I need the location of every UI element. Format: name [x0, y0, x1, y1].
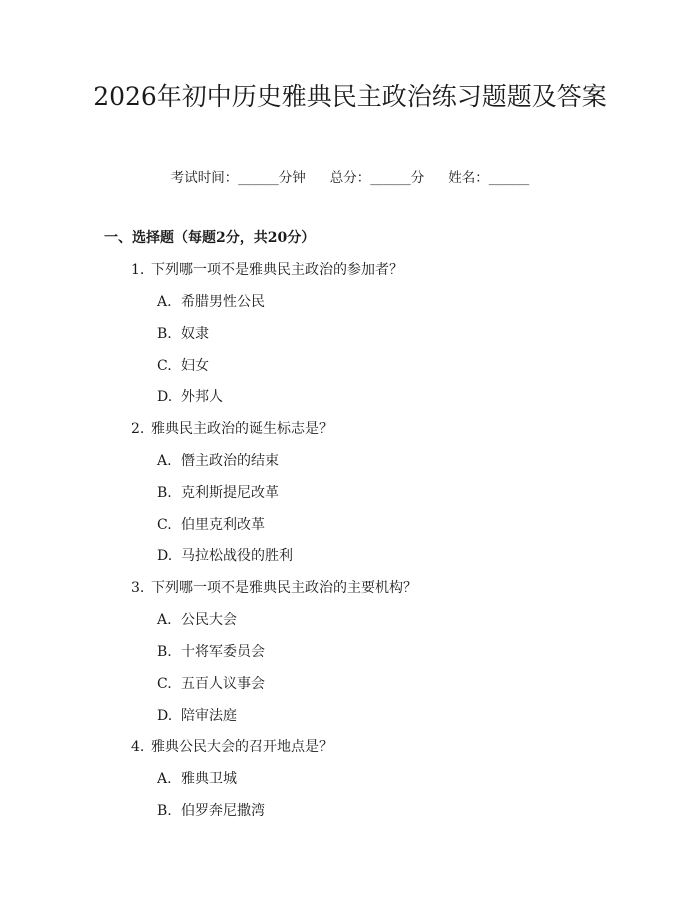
- option-text: 公民大会: [181, 612, 237, 628]
- option-letter: B.: [157, 803, 172, 819]
- option-letter: B.: [157, 644, 172, 660]
- option-text: 伯里克利改革: [181, 517, 265, 533]
- exam-meta-line: [0, 168, 700, 188]
- option-letter: B.: [157, 326, 172, 342]
- option-q1-d: [157, 386, 223, 408]
- option-text: 十将军委员会: [181, 644, 265, 660]
- question-4: [131, 736, 333, 758]
- question-text: 雅典民主政治的诞生标志是？: [151, 421, 333, 437]
- option-q3-a: [157, 609, 237, 631]
- option-letter: B.: [157, 485, 172, 501]
- option-text: 五百人议事会: [181, 676, 265, 692]
- option-q1-a: [157, 291, 265, 313]
- option-q1-c: [157, 355, 209, 377]
- option-q2-c: [157, 514, 265, 536]
- question-number: 1.: [131, 262, 145, 278]
- option-q4-a: [157, 768, 237, 790]
- student-name-label: 姓名：______: [448, 170, 530, 186]
- option-q2-b: [157, 482, 279, 504]
- option-letter: A.: [157, 771, 172, 787]
- option-letter: A.: [157, 612, 172, 628]
- option-q3-d: [157, 705, 237, 727]
- option-text: 僭主政治的结束: [181, 453, 279, 469]
- option-letter: A.: [157, 294, 172, 310]
- option-letter: C.: [157, 676, 172, 692]
- option-letter: C.: [157, 358, 172, 374]
- question-text: 下列哪一项不是雅典民主政治的主要机构？: [151, 580, 417, 596]
- question-number: 2.: [131, 421, 145, 437]
- option-q2-d: [157, 545, 293, 567]
- option-q1-b: [157, 323, 209, 345]
- option-q2-a: [157, 450, 279, 472]
- exam-time-label: 考试时间：______分钟: [170, 170, 306, 186]
- total-score-label: 总分：______分: [329, 170, 425, 186]
- option-letter: D.: [157, 389, 173, 405]
- option-letter: C.: [157, 517, 172, 533]
- option-text: 陪审法庭: [181, 708, 237, 724]
- question-2: [131, 418, 333, 440]
- option-text: 希腊男性公民: [181, 294, 265, 310]
- option-text: 伯罗奔尼撒湾: [181, 803, 265, 819]
- question-3: [131, 577, 417, 599]
- question-1: [131, 259, 403, 281]
- option-letter: D.: [157, 708, 173, 724]
- question-number: 3.: [131, 580, 145, 596]
- question-text: 雅典公民大会的召开地点是？: [151, 739, 333, 755]
- question-number: 4.: [131, 739, 145, 755]
- option-text: 外邦人: [181, 389, 223, 405]
- option-q4-b: [157, 800, 265, 822]
- option-q3-b: [157, 641, 265, 663]
- option-text: 雅典卫城: [181, 771, 237, 787]
- option-letter: A.: [157, 453, 172, 469]
- option-letter: D.: [157, 548, 173, 564]
- question-text: 下列哪一项不是雅典民主政治的参加者？: [151, 262, 403, 278]
- document-title: 2026年初中历史雅典民主政治练习题题及答案: [93, 82, 607, 111]
- option-text: 克利斯提尼改革: [181, 485, 279, 501]
- option-text: 马拉松战役的胜利: [181, 548, 293, 564]
- option-q3-c: [157, 673, 265, 695]
- option-text: 妇女: [181, 358, 209, 374]
- section-heading-multiple-choice: 一、选择题（每题2分，共20分）: [104, 230, 316, 246]
- option-text: 奴隶: [181, 326, 209, 342]
